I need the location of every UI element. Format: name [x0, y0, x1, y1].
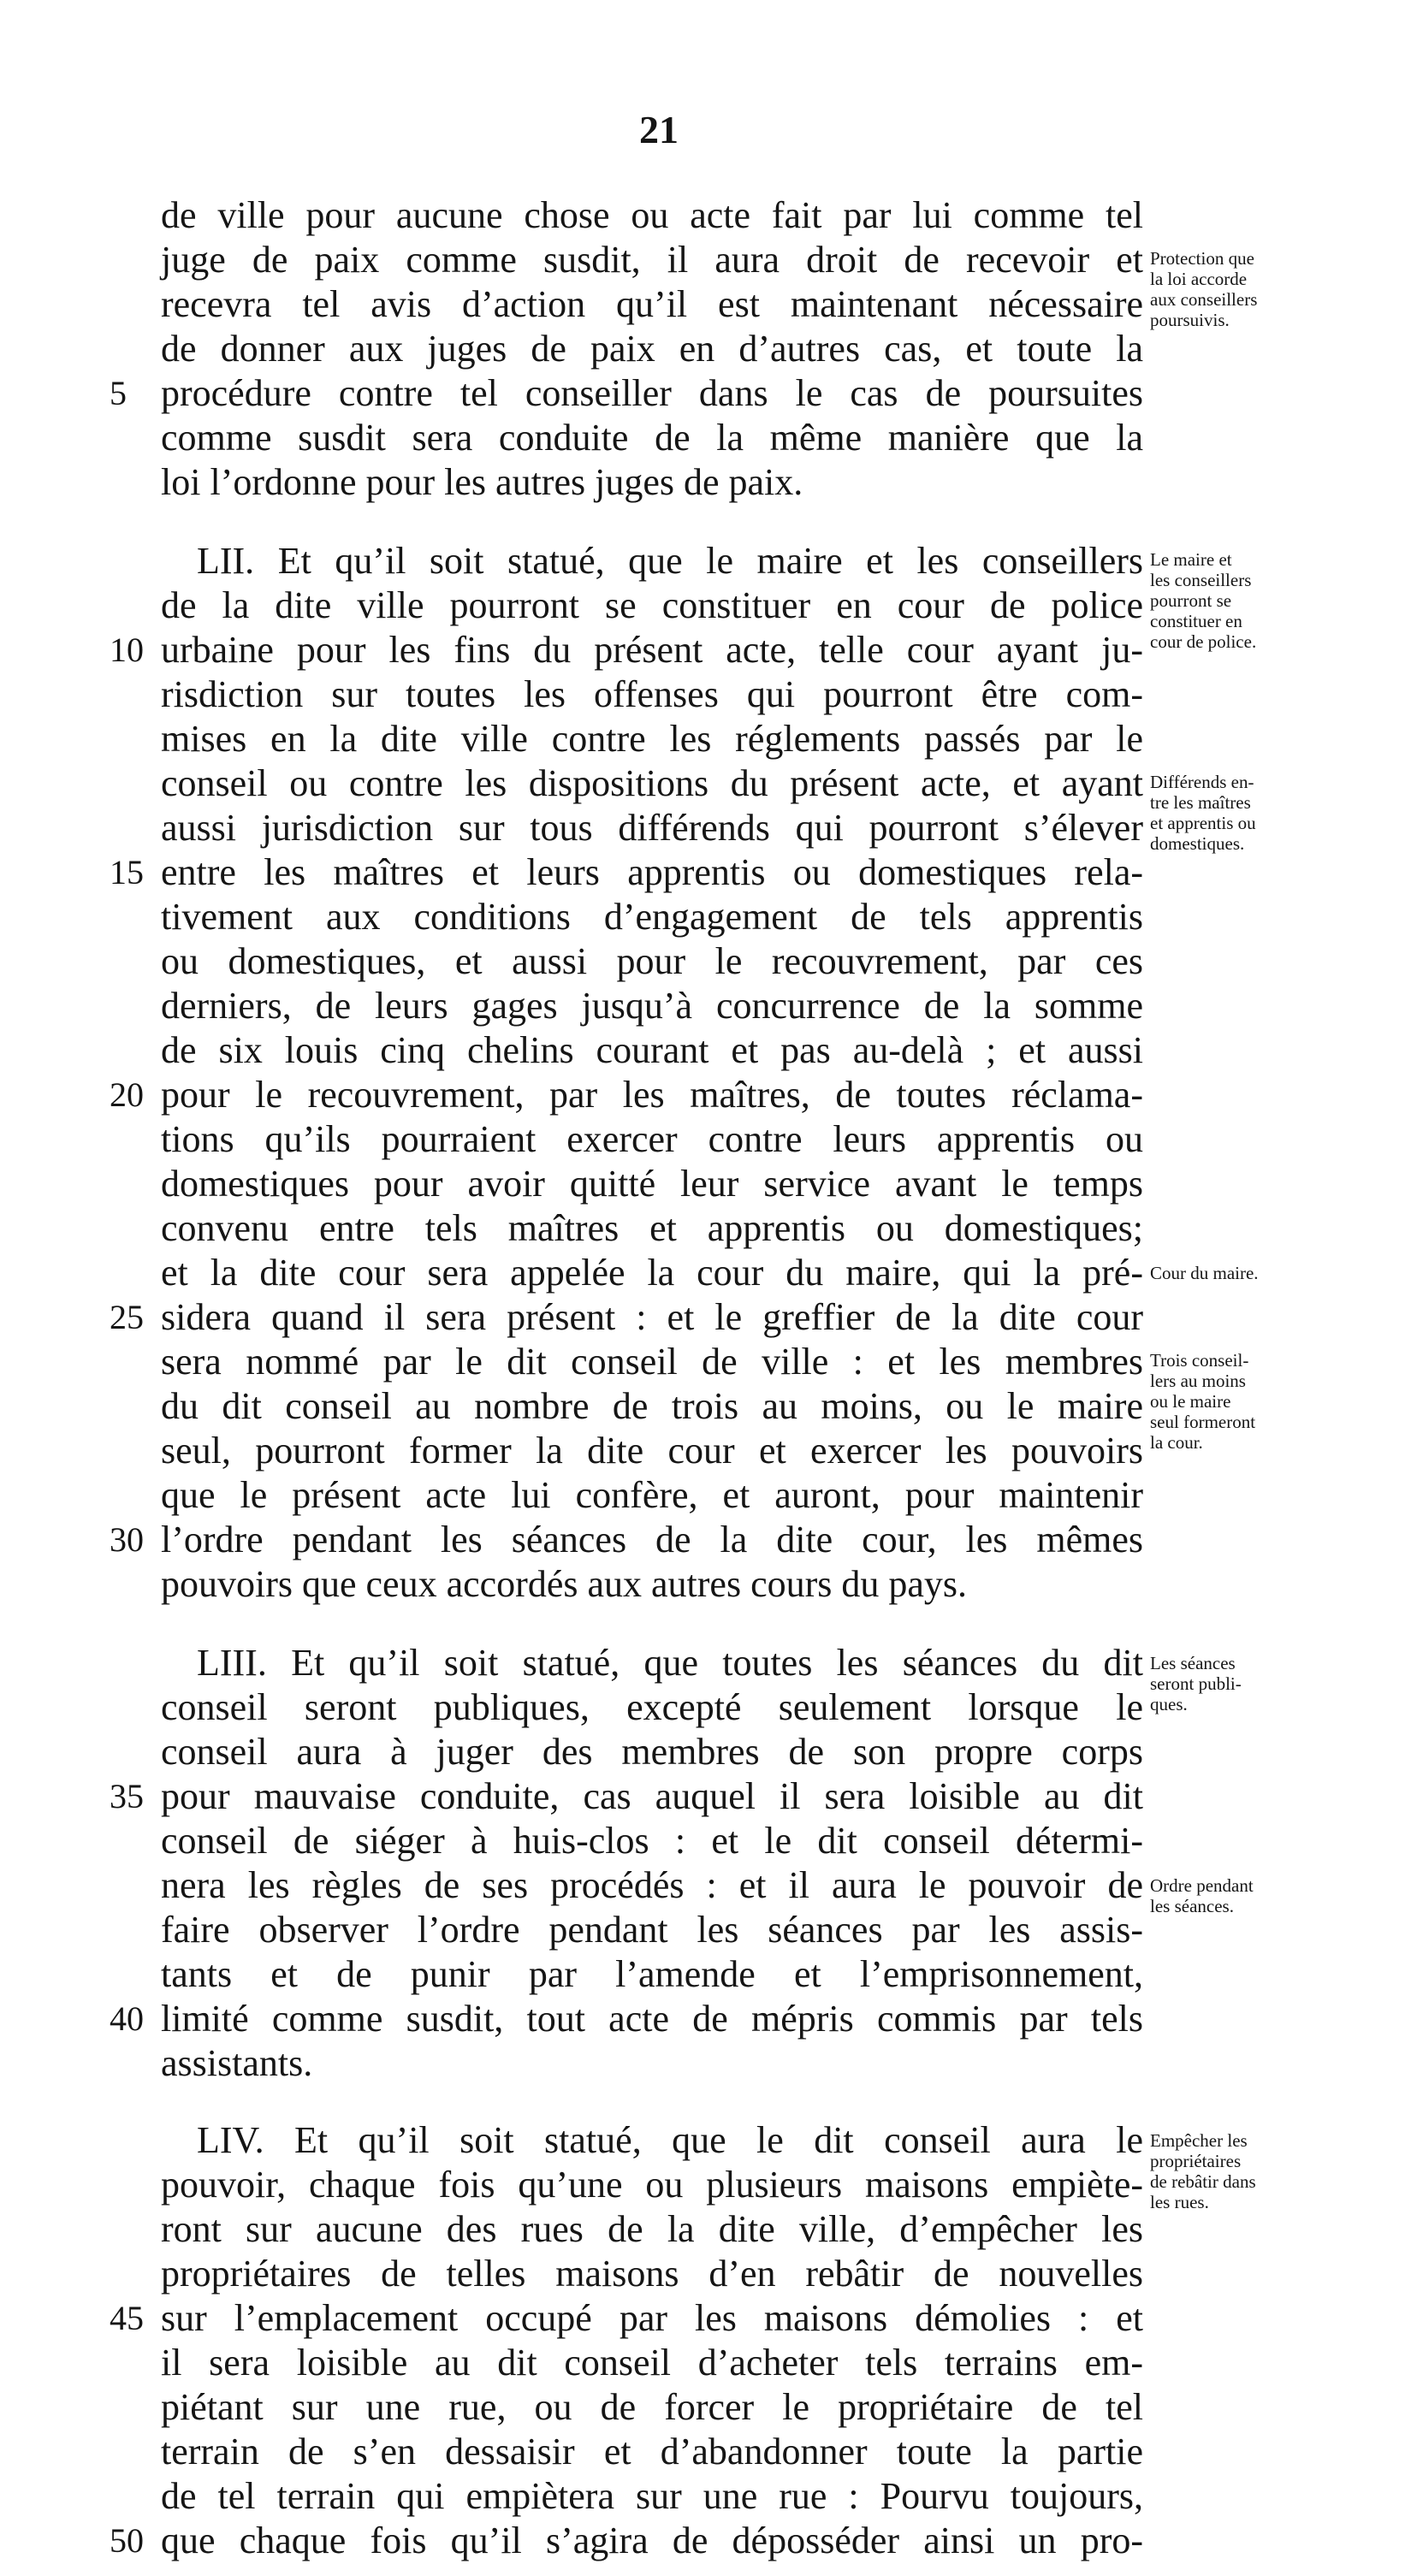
text-line: propriétaires de telles maisons d’en rebâtir de nouvelles — [161, 2253, 1143, 2295]
text-line: LIV. Et qu’il soit statué, que le dit conseil aura le — [197, 2119, 1143, 2161]
text-line: de six louis cinq chelins courant et pas au-delà ; et aussi — [161, 1029, 1143, 1071]
margin-note-line: tre les maîtres — [1150, 792, 1251, 813]
text-line: LIII. Et qu’il soit statué, que toutes les séances du dit — [197, 1642, 1143, 1684]
margin-note-line: domestiques. — [1150, 833, 1245, 854]
margin-note-line: Différends en- — [1150, 772, 1254, 792]
text-line: procédure contre tel conseiller dans le cas de poursuites — [161, 372, 1143, 414]
margin-note-line: Les séances — [1150, 1653, 1236, 1673]
text-line: risdiction sur toutes les offenses qui pourront être com- — [161, 673, 1143, 715]
margin-note-seances-publiques — [1150, 1653, 1355, 1714]
text-line: et la dite cour sera appelée la cour du maire, qui la pré- — [161, 1252, 1143, 1294]
text-line: recevra tel avis d’action qu’il est maintenant nécessaire — [161, 283, 1143, 325]
margin-note-line: la loi accorde — [1150, 269, 1248, 289]
margin-note-line: et apprentis ou — [1150, 813, 1256, 833]
margin-note-line: propriétaires — [1150, 2151, 1242, 2171]
line-number: 30 — [110, 1520, 144, 1559]
margin-note-cour-du-maire — [1150, 1263, 1355, 1283]
margin-note-trois-conseillers — [1150, 1350, 1355, 1453]
text-line: aussi jurisdiction sur tous différends qui pourront s’élever — [161, 807, 1143, 849]
margin-note-line: Cour du maire. — [1150, 1263, 1259, 1283]
line-number: 15 — [110, 853, 144, 891]
margin-note-line: Empêcher les — [1150, 2130, 1248, 2151]
margin-note-line: la cour. — [1150, 1432, 1203, 1453]
text-line: sur l’emplacement occupé par les maisons démolies : et — [161, 2297, 1143, 2339]
text-line: comme susdit sera conduite de la même manière que la — [161, 417, 1143, 459]
text-line: ou domestiques, et aussi pour le recouvrement, par ces — [161, 940, 1143, 982]
text-line: du dit conseil au nombre de trois au moins, ou le maire — [161, 1385, 1143, 1427]
margin-note-line: pourront se — [1150, 590, 1232, 611]
text-line: ront sur aucune des rues de la dite ville, d’empêcher les — [161, 2208, 1143, 2250]
text-line: domestiques pour avoir quitté leur service avant le temps — [161, 1163, 1143, 1205]
text-line: nera les règles de ses procédés : et il aura le pouvoir de — [161, 1864, 1143, 1906]
margin-note-differends — [1150, 772, 1355, 854]
text-line: convenu entre tels maîtres et apprentis ou domestiques; — [161, 1207, 1143, 1249]
margin-note-protection — [1150, 248, 1355, 330]
line-number: 5 — [110, 374, 127, 412]
text-line: que le présent acte lui confère, et auront, pour maintenir — [161, 1474, 1143, 1516]
text-line: de ville pour aucune chose ou acte fait par lui comme tel — [161, 194, 1143, 236]
text-line: terrain de s’en dessaisir et d’abandonner toute la partie — [161, 2431, 1143, 2472]
text-line: seul, pourront former la dite cour et exercer les pouvoirs — [161, 1430, 1143, 1472]
line-number: 50 — [110, 2521, 144, 2560]
margin-note-line: aux conseillers — [1150, 289, 1258, 310]
margin-note-line: ques. — [1150, 1694, 1188, 1714]
margin-note-line: seront publi- — [1150, 1673, 1242, 1694]
text-line: assistants. — [161, 2042, 313, 2084]
margin-note-line: Protection que — [1150, 248, 1254, 269]
margin-note-line: de rebâtir dans — [1150, 2171, 1256, 2192]
text-line: faire observer l’ordre pendant les séances par les assis- — [161, 1909, 1143, 1951]
text-line: tants et de punir par l’amende et l’emprisonnement, — [161, 1953, 1143, 1995]
text-line: limité comme susdit, tout acte de mépris commis par tels — [161, 1998, 1143, 2040]
line-number: 40 — [110, 1999, 144, 2038]
margin-note-line: Le maire et — [1150, 549, 1232, 570]
text-line: pour le recouvrement, par les maîtres, de toutes réclama- — [161, 1074, 1143, 1116]
text-line: juge de paix comme susdit, il aura droit de recevoir et — [161, 239, 1143, 281]
margin-note-line: seul formeront — [1150, 1412, 1256, 1432]
line-number: 45 — [110, 2299, 144, 2337]
text-line: que chaque fois qu’il s’agira de déposséder ainsi un pro- — [161, 2520, 1143, 2561]
text-line: sera nommé par le dit conseil de ville : et les membres — [161, 1341, 1143, 1383]
text-line: pouvoirs que ceux accordés aux autres cours du pays. — [161, 1563, 968, 1605]
margin-note-empecher — [1150, 2130, 1355, 2212]
text-line: sidera quand il sera présent : et le greffier de la dite cour — [161, 1296, 1143, 1338]
margin-note-line: lers au moins — [1150, 1371, 1246, 1391]
text-line: conseil aura à juger des membres de son propre corps — [161, 1731, 1143, 1773]
text-line: derniers, de leurs gages jusqu’à concurrence de la somme — [161, 985, 1143, 1027]
margin-note-line: les séances. — [1150, 1896, 1234, 1916]
margin-note-line: les conseillers — [1150, 570, 1252, 590]
margin-note-cour-de-police — [1150, 549, 1355, 652]
margin-note-line: Trois conseil- — [1150, 1350, 1249, 1371]
text-line: piétant sur une rue, ou de forcer le propriétaire de tel — [161, 2386, 1143, 2428]
text-line: de donner aux juges de paix en d’autres cas, et toute la — [161, 328, 1143, 370]
text-line: LII. Et qu’il soit statué, que le maire et les conseillers — [197, 540, 1143, 582]
text-line: mises en la dite ville contre les réglements passés par le — [161, 718, 1143, 760]
text-line: tivement aux conditions d’engagement de tels apprentis — [161, 896, 1143, 938]
line-number: 25 — [110, 1298, 144, 1336]
text-line: conseil seront publiques, excepté seulement lorsque le — [161, 1686, 1143, 1728]
margin-note-line: Ordre pendant — [1150, 1875, 1254, 1896]
text-line: tions qu’ils pourraient exercer contre leurs apprentis ou — [161, 1118, 1143, 1160]
text-line: de tel terrain qui empiètera sur une rue : Pourvu toujours, — [161, 2475, 1143, 2517]
text-line: conseil de siéger à huis-clos : et le dit conseil détermi- — [161, 1820, 1143, 1862]
text-line: de la dite ville pourront se constituer en cour de police — [161, 584, 1143, 626]
text-line: l’ordre pendant les séances de la dite cour, les mêmes — [161, 1519, 1143, 1560]
page-number: 21 — [639, 108, 679, 151]
text-line: loi l’ordonne pour les autres juges de paix. — [161, 461, 803, 503]
text-line: urbaine pour les fins du présent acte, telle cour ayant ju- — [161, 629, 1143, 671]
text-line: conseil ou contre les dispositions du présent acte, et ayant — [161, 762, 1143, 804]
line-number: 20 — [110, 1075, 144, 1114]
line-number: 10 — [110, 631, 144, 669]
text-line: entre les maîtres et leurs apprentis ou domestiques rela- — [161, 851, 1143, 893]
margin-note-line: ou le maire — [1150, 1391, 1231, 1412]
margin-note-line: poursuivis. — [1150, 310, 1230, 330]
line-number: 35 — [110, 1777, 144, 1815]
margin-note-line: constituer en — [1150, 611, 1242, 631]
text-line: pour mauvaise conduite, cas auquel il sera loisible au dit — [161, 1775, 1143, 1817]
text-line: il sera loisible au dit conseil d’acheter tels terrains em- — [161, 2342, 1143, 2384]
margin-note-line: cour de police. — [1150, 631, 1257, 652]
margin-note-ordre-pendant — [1150, 1875, 1355, 1916]
text-line: pouvoir, chaque fois qu’une ou plusieurs maisons empiète- — [161, 2164, 1143, 2206]
margin-note-line: les rues. — [1150, 2192, 1209, 2212]
